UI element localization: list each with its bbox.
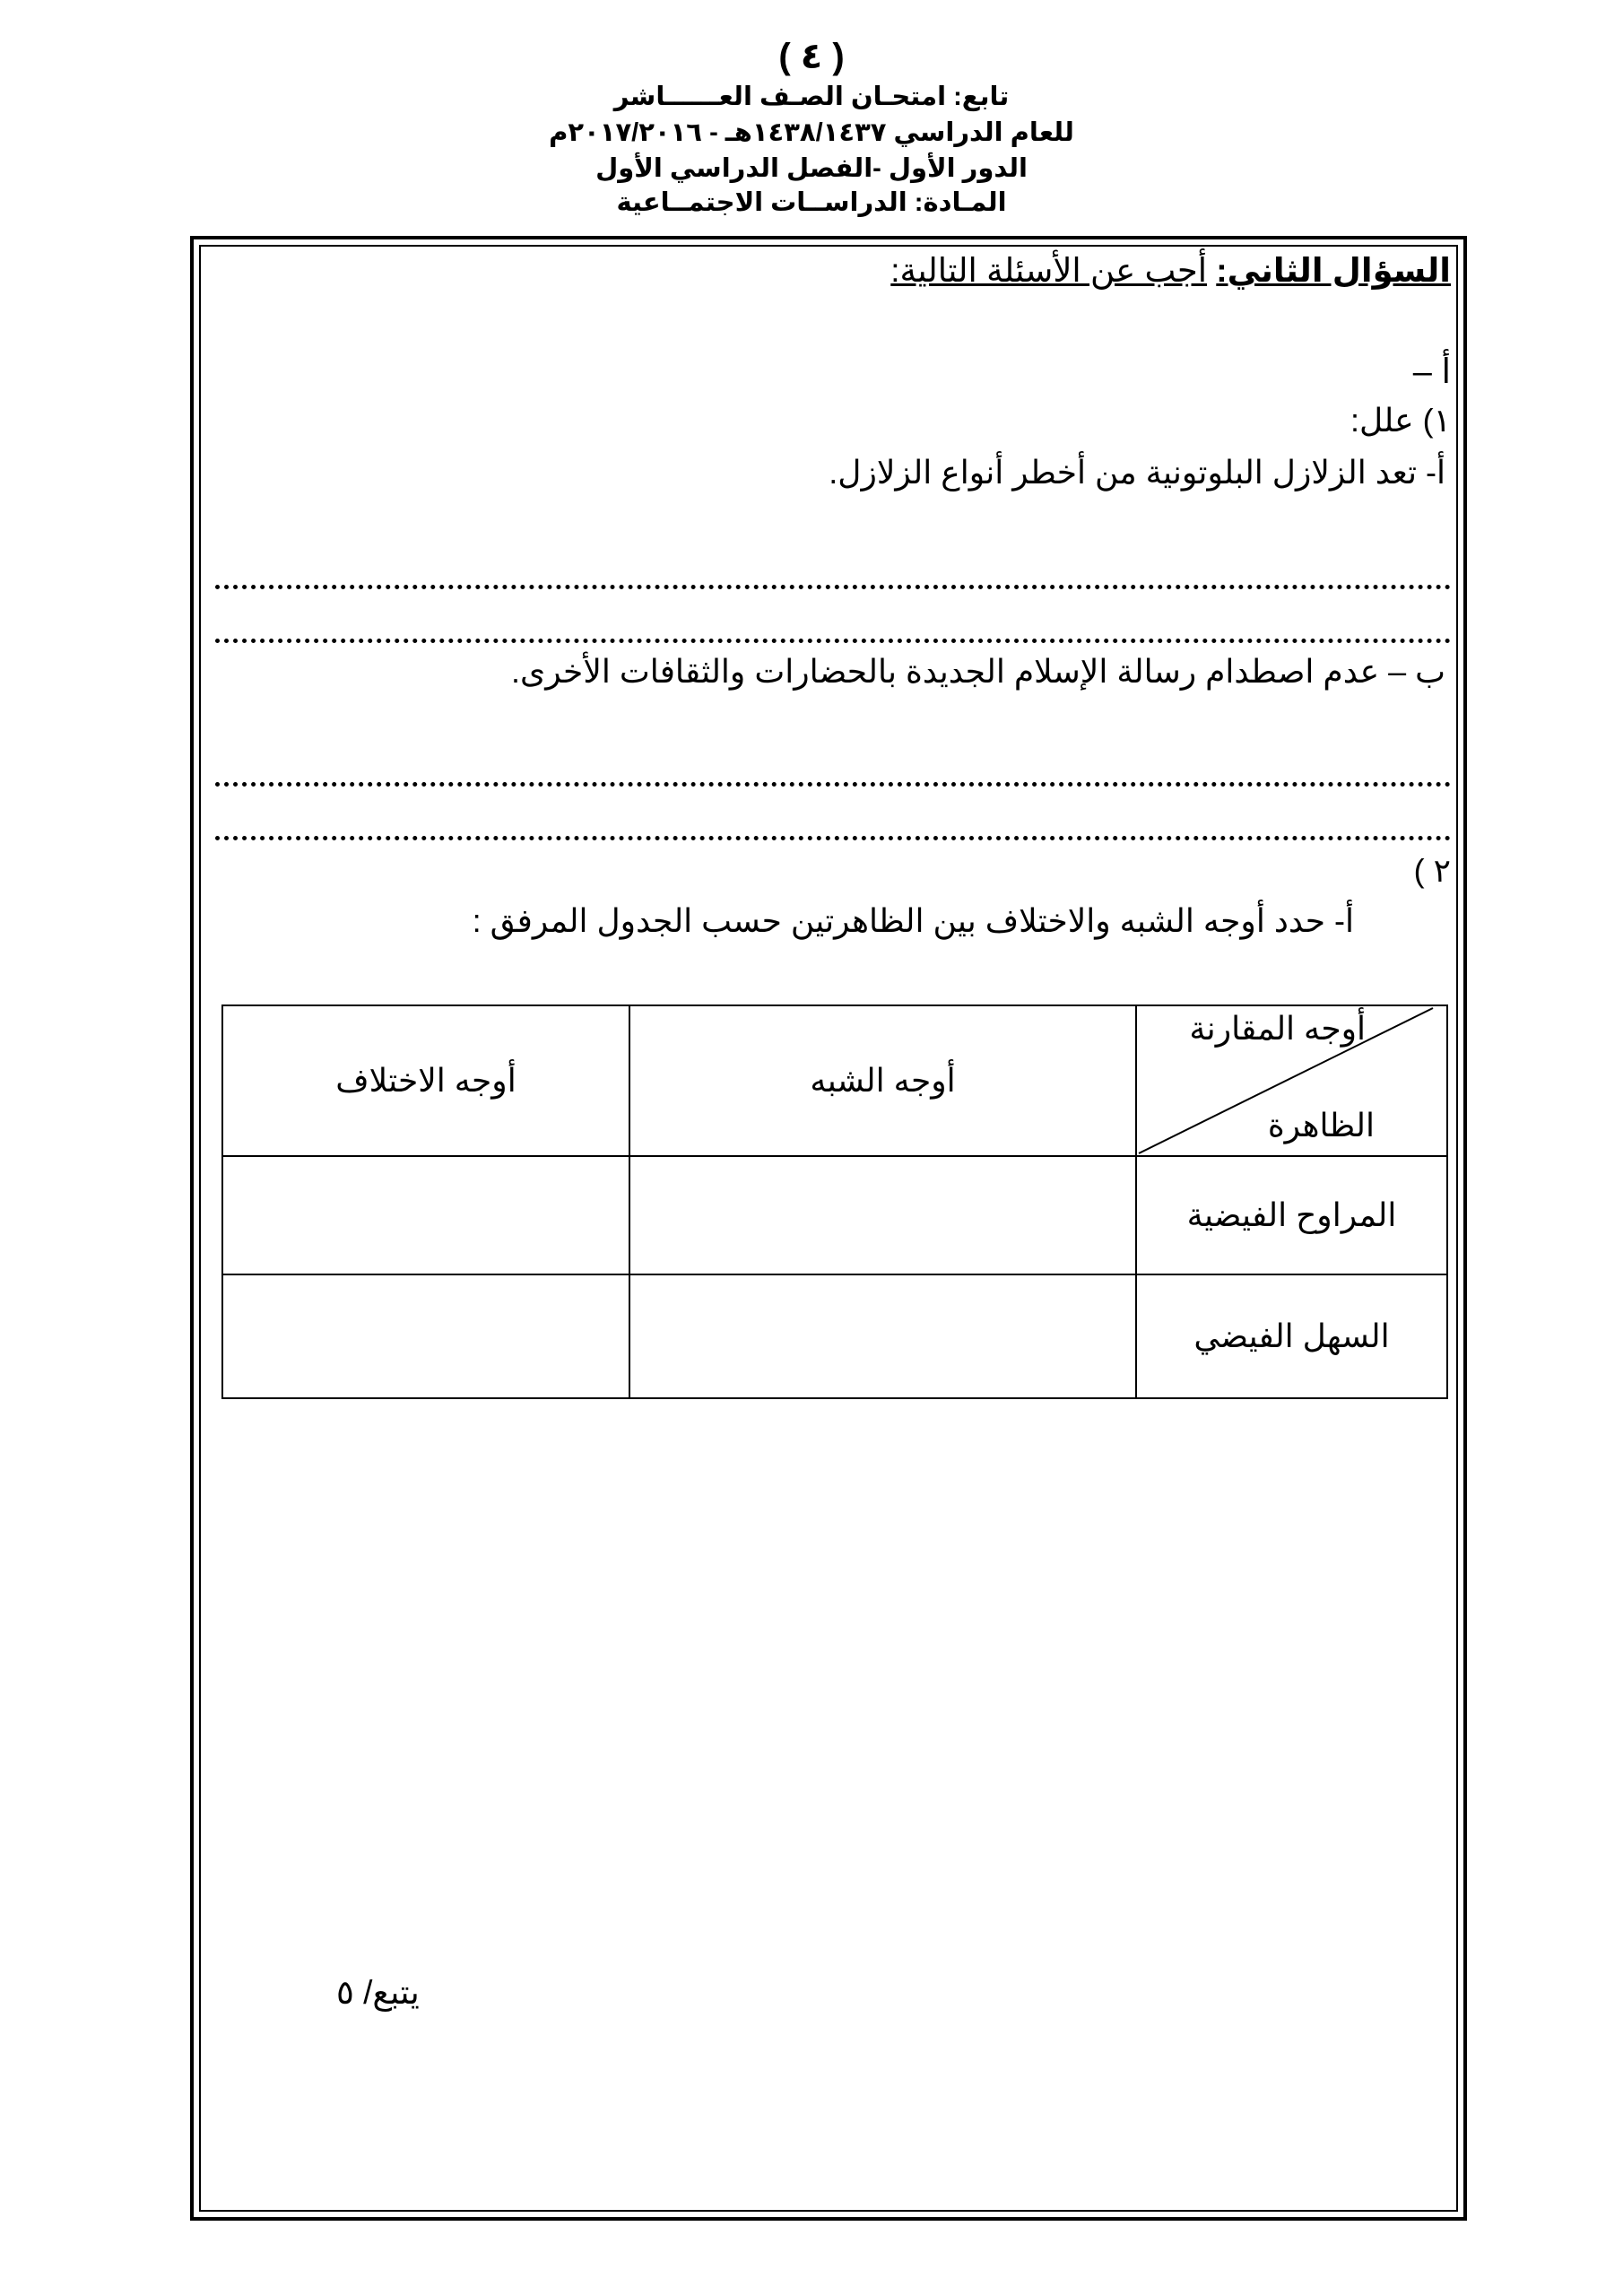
item1-b-text: ب – عدم اصطدام رسالة الإسلام الجديدة بالحضارات والثقافات الأخرى. <box>511 653 1445 690</box>
difference-answer-cell[interactable] <box>222 1274 629 1398</box>
table-corner-cell <box>1136 1005 1447 1156</box>
corner-bottom-label: الظاهرة <box>1267 1107 1375 1144</box>
answer-line[interactable] <box>215 782 1451 787</box>
question-heading <box>890 251 1451 290</box>
item1-label: ١) علل: <box>1350 402 1451 439</box>
answer-line[interactable] <box>215 585 1451 589</box>
part-a-label: أ – <box>1412 353 1451 391</box>
academic-year: للعام الدراسي ١٤٣٨/١٤٣٧هـ - ٢٠١٧/٢٠١٦م <box>549 118 1074 147</box>
table-row <box>222 1274 1447 1398</box>
page-number: ( ٤ ) <box>778 37 845 76</box>
question-label: السؤال الثاني: <box>1216 252 1451 289</box>
table-row <box>222 1156 1447 1274</box>
difference-answer-cell[interactable] <box>222 1156 629 1274</box>
continue-note: يتبع/ ٥ <box>336 1974 420 2011</box>
question-instruction: أجب عن الأسئلة التالية: <box>890 252 1207 289</box>
similarity-answer-cell[interactable] <box>629 1156 1136 1274</box>
answer-line[interactable] <box>215 639 1451 643</box>
exam-session: الدور الأول -الفصل الدراسي الأول <box>595 154 1028 183</box>
header-difference: أوجه الاختلاف <box>222 1005 629 1156</box>
item2-label: ٢ ) <box>1413 852 1451 889</box>
table-header-row <box>222 1005 1447 1156</box>
corner-top-label: أوجه المقارنة <box>1189 1010 1366 1047</box>
item2-a-text: أ- حدد أوجه الشبه والاختلاف بين الظاهرتين حسب الجدول المرفق : <box>472 902 1354 939</box>
header-similarity: أوجه الشبه <box>629 1005 1136 1156</box>
item1-a-text: أ- تعد الزلازل البلوتونية من أخطر أنواع الزلازل. <box>829 454 1445 491</box>
exam-title: تابع: امتحـان الصـف العــــــاشر <box>613 83 1010 111</box>
row-phenomenon: السهل الفيضي <box>1136 1274 1447 1398</box>
answer-line[interactable] <box>215 836 1451 840</box>
similarity-answer-cell[interactable] <box>629 1274 1136 1398</box>
row-phenomenon: المراوح الفيضية <box>1136 1156 1447 1274</box>
comparison-table <box>221 1004 1448 1399</box>
exam-subject: المـادة: الدراســات الاجتمــاعية <box>616 188 1007 217</box>
